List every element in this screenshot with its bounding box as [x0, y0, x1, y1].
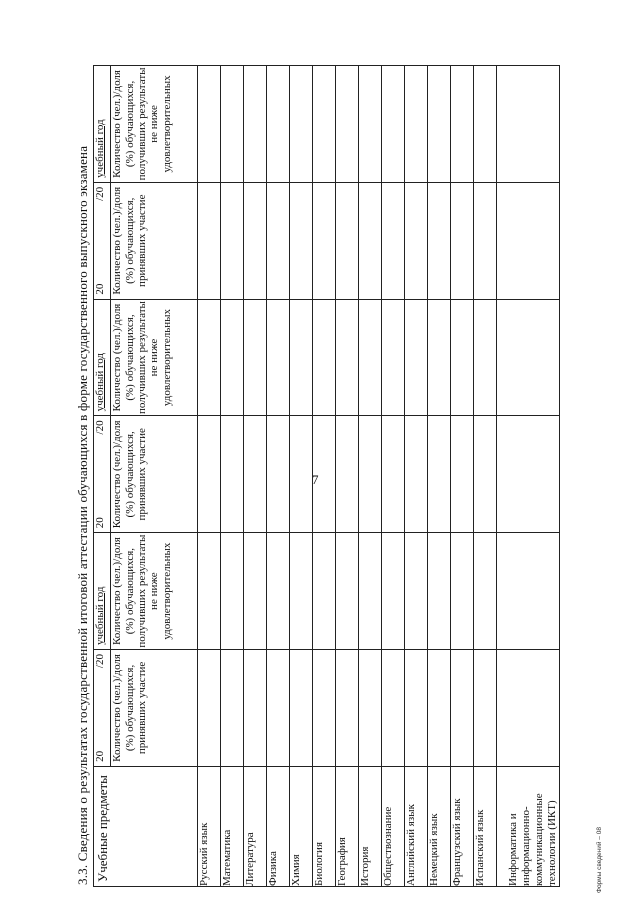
- table-row: [244, 66, 267, 887]
- empty-data-cell[interactable]: [382, 416, 405, 533]
- table-row: [313, 66, 336, 887]
- empty-data-cell[interactable]: [474, 533, 497, 650]
- empty-data-cell[interactable]: [359, 650, 382, 767]
- subject-name: Французский язык: [451, 766, 474, 886]
- empty-data-cell[interactable]: [497, 416, 560, 533]
- empty-data-cell[interactable]: [428, 533, 451, 650]
- subject-name: Литература: [244, 766, 267, 886]
- table-row: [198, 66, 221, 887]
- empty-data-cell[interactable]: [313, 416, 336, 533]
- table-row: [267, 66, 290, 887]
- empty-data-cell[interactable]: [244, 299, 267, 416]
- subject-name: Физика: [267, 766, 290, 886]
- participants-header: Количество (чел.)/доля (%) обучающихся, принявших участие: [111, 650, 198, 767]
- empty-data-cell[interactable]: [244, 533, 267, 650]
- subject-rows: [198, 66, 560, 887]
- empty-data-cell[interactable]: [267, 416, 290, 533]
- empty-data-cell[interactable]: [382, 533, 405, 650]
- year-label-cell: учебный год: [94, 533, 111, 650]
- empty-data-cell[interactable]: [313, 650, 336, 767]
- empty-data-cell[interactable]: [405, 182, 428, 299]
- table-row: [451, 66, 474, 887]
- empty-data-cell[interactable]: [359, 299, 382, 416]
- subject-name: Обществознание: [382, 766, 405, 886]
- year-header-row: [94, 66, 111, 887]
- subject-name: Английский язык: [405, 766, 428, 886]
- empty-data-cell[interactable]: [290, 182, 313, 299]
- empty-data-cell[interactable]: [290, 416, 313, 533]
- empty-data-cell[interactable]: [382, 182, 405, 299]
- empty-data-cell[interactable]: [198, 66, 221, 183]
- empty-data-cell[interactable]: [405, 299, 428, 416]
- empty-data-cell[interactable]: [428, 416, 451, 533]
- subject-name: Испанский язык: [474, 766, 497, 886]
- empty-data-cell[interactable]: [336, 66, 359, 183]
- empty-data-cell[interactable]: [290, 533, 313, 650]
- empty-data-cell[interactable]: [405, 416, 428, 533]
- empty-data-cell[interactable]: [221, 416, 244, 533]
- empty-data-cell[interactable]: [451, 650, 474, 767]
- column-header-row: [111, 66, 198, 887]
- empty-data-cell[interactable]: [313, 299, 336, 416]
- empty-data-cell[interactable]: [244, 416, 267, 533]
- empty-data-cell[interactable]: [267, 182, 290, 299]
- footer-note: Формы сведений – 08: [596, 827, 603, 893]
- empty-data-cell[interactable]: [221, 650, 244, 767]
- empty-data-cell[interactable]: [198, 533, 221, 650]
- subject-name: Информатика и информационно-коммуникационные технологии (ИКТ): [497, 766, 560, 886]
- empty-data-cell[interactable]: [336, 650, 359, 767]
- empty-data-cell[interactable]: [267, 299, 290, 416]
- empty-data-cell[interactable]: [198, 299, 221, 416]
- participants-header: Количество (чел.)/доля (%) обучающихся, принявших участие: [111, 182, 198, 299]
- results-header: Количество (чел.)/доля (%) обучающихся, получивших результаты не ниже удовлетворительных: [111, 533, 198, 650]
- results-header: Количество (чел.)/доля (%) обучающихся, получивших результаты не ниже удовлетворительных: [111, 66, 198, 183]
- year-cell: 20 /20: [94, 416, 111, 533]
- empty-data-cell[interactable]: [474, 66, 497, 183]
- empty-data-cell[interactable]: [359, 66, 382, 183]
- year-cell: 20 /20: [94, 650, 111, 767]
- empty-data-cell[interactable]: [198, 182, 221, 299]
- empty-data-cell[interactable]: [244, 66, 267, 183]
- subject-name: Русский язык: [198, 766, 221, 886]
- empty-data-cell[interactable]: [474, 650, 497, 767]
- empty-data-cell[interactable]: [428, 299, 451, 416]
- empty-data-cell[interactable]: [451, 299, 474, 416]
- subject-name: История: [359, 766, 382, 886]
- table-row: [474, 66, 497, 887]
- empty-data-cell[interactable]: [221, 66, 244, 183]
- empty-data-cell[interactable]: [336, 416, 359, 533]
- empty-data-cell[interactable]: [267, 66, 290, 183]
- empty-data-cell[interactable]: [405, 650, 428, 767]
- empty-data-cell[interactable]: [497, 650, 560, 767]
- empty-data-cell[interactable]: [428, 66, 451, 183]
- empty-data-cell[interactable]: [497, 299, 560, 416]
- empty-data-cell[interactable]: [451, 416, 474, 533]
- empty-data-cell[interactable]: [336, 299, 359, 416]
- table-row: [221, 66, 244, 887]
- rotated-page-content: [74, 67, 630, 887]
- empty-data-cell[interactable]: [474, 416, 497, 533]
- empty-data-cell[interactable]: [290, 299, 313, 416]
- empty-data-cell[interactable]: [221, 533, 244, 650]
- empty-data-cell[interactable]: [221, 299, 244, 416]
- empty-data-cell[interactable]: [405, 533, 428, 650]
- empty-data-cell[interactable]: [313, 533, 336, 650]
- empty-data-cell[interactable]: [267, 650, 290, 767]
- empty-data-cell[interactable]: [244, 182, 267, 299]
- empty-data-cell[interactable]: [451, 66, 474, 183]
- empty-data-cell[interactable]: [405, 66, 428, 183]
- empty-data-cell[interactable]: [359, 182, 382, 299]
- table-row: [428, 66, 451, 887]
- year-label-cell: учебный год: [94, 299, 111, 416]
- table-row: [497, 66, 560, 887]
- subject-name: География: [336, 766, 359, 886]
- empty-data-cell[interactable]: [497, 533, 560, 650]
- empty-data-cell[interactable]: [474, 299, 497, 416]
- table-row: [382, 66, 405, 887]
- subjects-header: Учебные предметы: [94, 766, 198, 886]
- table-row: [359, 66, 382, 887]
- page-number: 7: [312, 472, 319, 487]
- empty-data-cell[interactable]: [382, 66, 405, 183]
- participants-header: Количество (чел.)/доля (%) обучающихся, принявших участие: [111, 416, 198, 533]
- subject-name: Немецкий язык: [428, 766, 451, 886]
- empty-data-cell[interactable]: [497, 66, 560, 183]
- empty-data-cell[interactable]: [474, 182, 497, 299]
- results-header: Количество (чел.)/доля (%) обучающихся, получивших результаты не ниже удовлетворительных: [111, 299, 198, 416]
- empty-data-cell[interactable]: [428, 182, 451, 299]
- year-cell: 20 /20: [94, 182, 111, 299]
- empty-data-cell[interactable]: [382, 650, 405, 767]
- empty-data-cell[interactable]: [382, 299, 405, 416]
- empty-data-cell[interactable]: [290, 66, 313, 183]
- table-row: [336, 66, 359, 887]
- year-label-cell: учебный год: [94, 66, 111, 183]
- table-row: [290, 66, 313, 887]
- empty-data-cell[interactable]: [451, 182, 474, 299]
- empty-data-cell[interactable]: [198, 416, 221, 533]
- empty-data-cell[interactable]: [290, 650, 313, 767]
- empty-data-cell[interactable]: [313, 182, 336, 299]
- empty-data-cell[interactable]: [336, 182, 359, 299]
- empty-data-cell[interactable]: [451, 533, 474, 650]
- empty-data-cell[interactable]: [336, 533, 359, 650]
- results-table: [93, 65, 560, 887]
- empty-data-cell[interactable]: [198, 650, 221, 767]
- empty-data-cell[interactable]: [244, 650, 267, 767]
- empty-data-cell[interactable]: [497, 182, 560, 299]
- subject-name: Математика: [221, 766, 244, 886]
- subject-name: Химия: [290, 766, 313, 886]
- empty-data-cell[interactable]: [267, 533, 290, 650]
- section-heading: 3.3. Сведения о результатах государственной итоговой аттестации обучающихся в форме государственного выпускного экзамена: [75, 145, 90, 885]
- table-row: [405, 66, 428, 887]
- empty-data-cell[interactable]: [428, 650, 451, 767]
- empty-data-cell[interactable]: [221, 182, 244, 299]
- empty-data-cell[interactable]: [359, 416, 382, 533]
- subject-name: Биология: [313, 766, 336, 886]
- empty-data-cell[interactable]: [359, 533, 382, 650]
- empty-data-cell[interactable]: [313, 66, 336, 183]
